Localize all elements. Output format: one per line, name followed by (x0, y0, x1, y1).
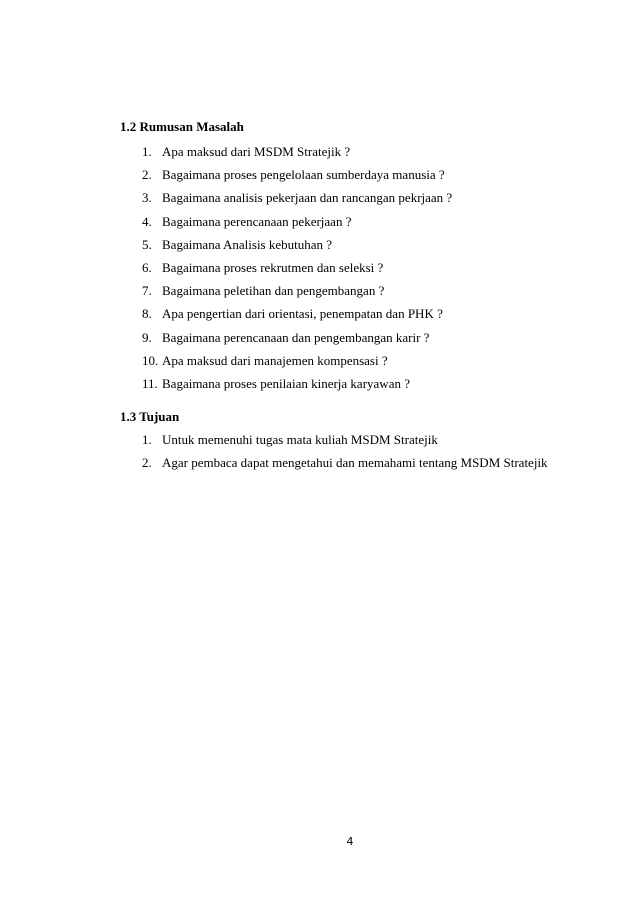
item-number: 11. (142, 375, 158, 391)
list-item (120, 190, 600, 213)
list-item (120, 260, 600, 283)
item-text: Bagaimana proses rekrutmen dan seleksi ? (162, 259, 384, 275)
item-text: Bagaimana peletihan dan pengembangan ? (162, 283, 385, 299)
item-number: 10. (142, 352, 159, 368)
list-item (120, 306, 600, 329)
item-number: 1. (142, 144, 152, 159)
list-item (120, 330, 600, 353)
list-item (120, 455, 600, 478)
item-number: 9. (142, 329, 152, 345)
item-number: 4. (142, 213, 152, 229)
list-item (120, 167, 600, 190)
page-number: 4 (346, 835, 354, 848)
item-text: Apa pengertian dari orientasi, penempatan dan PHK ? (162, 306, 443, 322)
section-title: 1.3 Tujuan (120, 409, 180, 424)
item-number: 2. (142, 167, 152, 183)
item-text: Bagaimana proses pengelolaan sumberdaya manusia ? (162, 167, 445, 183)
list-item (120, 376, 600, 399)
section-tujuan (120, 409, 600, 478)
list-item (120, 432, 600, 455)
problem-list (120, 144, 600, 399)
item-text: Untuk memenuhi tugas mata kuliah MSDM Stratejik (162, 432, 438, 447)
item-text: Apa maksud dari manajemen kompensasi ? (162, 352, 388, 368)
item-text: Bagaimana perencanaan pekerjaan ? (162, 213, 352, 229)
list-item (120, 283, 600, 306)
list-item (120, 353, 600, 376)
item-text: Apa maksud dari MSDM Stratejik ? (162, 144, 351, 159)
item-text: Agar pembaca dapat mengetahui dan memahami tentang MSDM Stratejik (162, 455, 548, 471)
list-item (120, 214, 600, 237)
goal-list (120, 432, 600, 478)
item-number: 1. (142, 432, 152, 447)
item-number: 8. (142, 306, 152, 322)
list-item (120, 237, 600, 260)
item-text: Bagaimana proses penilaian kinerja karyawan ? (162, 375, 410, 391)
section-rumusan-masalah (120, 119, 600, 399)
item-text: Bagaimana analisis pekerjaan dan rancangan pekrjaan ? (162, 190, 453, 206)
item-text: Bagaimana Analisis kebutuhan ? (162, 236, 333, 252)
item-number: 5. (142, 236, 152, 252)
item-number: 3. (142, 190, 152, 206)
item-number: 2. (142, 455, 152, 471)
item-number: 6. (142, 259, 152, 275)
item-text: Bagaimana perencanaan dan pengembangan karir ? (162, 329, 430, 345)
list-item (120, 144, 600, 167)
item-number: 7. (142, 283, 152, 299)
section-title: 1.2 Rumusan Masalah (120, 119, 244, 134)
